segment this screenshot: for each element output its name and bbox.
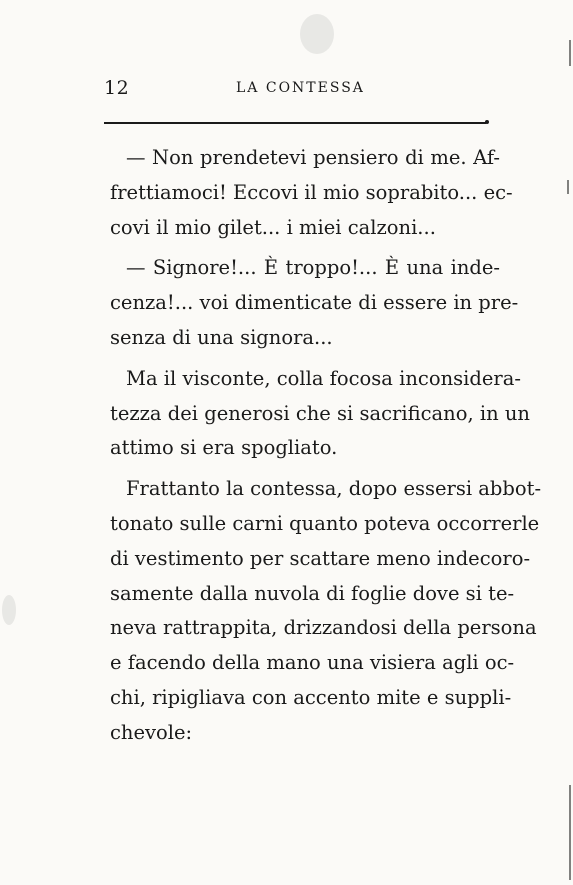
text-line: chevole: <box>110 720 193 744</box>
text-line: tonato sulle carni quanto poteva occorrerle <box>110 511 540 535</box>
text-line: cenza!... voi dimenticate di essere in pre- <box>110 291 519 315</box>
text-line: chi, ripigliava con accento mite e suppli- <box>110 685 512 709</box>
page-edge-mark <box>567 180 569 194</box>
paragraph <box>110 141 513 245</box>
running-title: LA CONTESSA <box>236 80 365 96</box>
text-line: e facendo della mano una visiera agli oc- <box>110 651 515 675</box>
text-line: frettiamoci! Eccovi il mio soprabito... ec- <box>110 180 513 204</box>
text-line: Ma il visconte, colla focosa inconsidera- <box>126 366 521 390</box>
text-line: di vestimento per scattare meno indecoro- <box>110 546 531 570</box>
page-edge-mark <box>569 40 571 66</box>
text-line: covi il mio gilet... i miei calzoni... <box>110 215 436 239</box>
header-rule <box>104 122 486 124</box>
text-line: samente dalla nuvola di foglie dove si te- <box>110 581 515 605</box>
paragraph <box>110 472 542 750</box>
page-edge-mark <box>569 785 571 880</box>
text-line: neva rattrappita, drizzandosi della persona <box>110 616 537 640</box>
text-line: — Signore!... È troppo!... È una inde- <box>126 256 500 280</box>
text-line: senza di una signora... <box>110 325 333 349</box>
text-line: — Non prendetevi pensiero di me. Af- <box>126 146 500 169</box>
body-text <box>110 141 542 751</box>
paper-stain <box>300 14 334 54</box>
text-line: tezza dei generosi che si sacrificano, in un <box>110 401 530 425</box>
paper-stain <box>2 595 16 625</box>
paragraph <box>110 251 519 355</box>
page-number: 12 <box>104 77 130 99</box>
paragraph <box>110 362 530 466</box>
text-line: attimo si era spogliato. <box>110 436 338 460</box>
text-line: Frattanto la contessa, dopo essersi abbot- <box>126 477 542 501</box>
